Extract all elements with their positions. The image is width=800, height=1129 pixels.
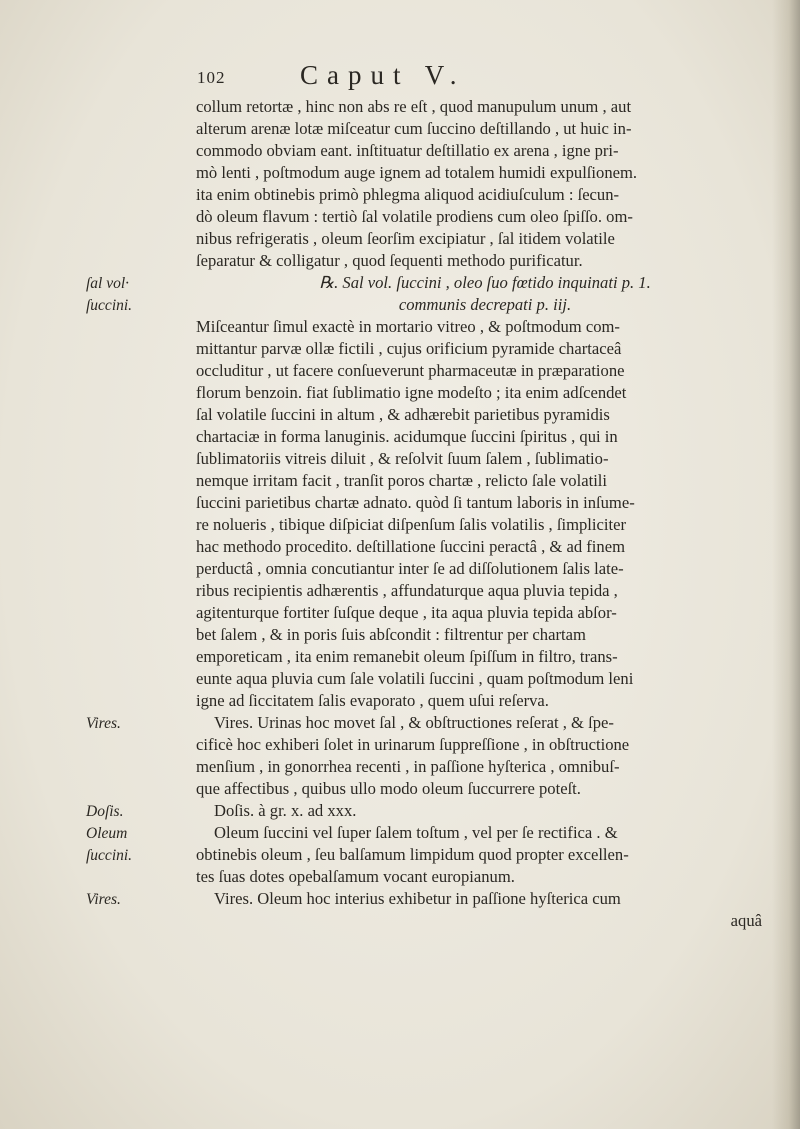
margin-note: ſal vol· (86, 275, 130, 292)
page-header (197, 60, 597, 94)
margin-note: ſuccini. (86, 297, 133, 314)
text-line: Oleum ſuccini vel ſuper ſalem toſtum , vel per ſe rectifica . & (214, 823, 618, 842)
text-line: Doſis. à gr. x. ad xxx. (214, 801, 357, 820)
text-line: ſublimatoriis vitreis diluit , & reſolvit ſuum ſalem , ſublimatio- (196, 449, 609, 468)
recipe-line: communis decrepati p. iij. (398, 295, 572, 314)
text-line: occluditur , ut facere conſueverunt pharmaceutæ in præparatione (196, 361, 625, 380)
text-line: obtinebis oleum , ſeu balſamum limpidum quod propter excellen- (196, 845, 629, 864)
text-line: ſeparatur & colligatur , quod ſequenti methodo purificatur. (196, 251, 583, 270)
body-text (196, 96, 774, 932)
margin-note: Oleum (86, 825, 128, 842)
text-line: menſium , in gonorrhea recenti , in paſſione hyſterica , omnibuſ- (196, 757, 620, 776)
margin-note: Vires. (86, 891, 121, 908)
text-line: tes ſuas dotes opebalſamum vocant europianum. (196, 867, 515, 886)
text-line: ſuccini parietibus chartæ adnato. quòd ſi tantum laboris in inſume- (196, 493, 635, 512)
text-line: dò oleum flavum : tertiò ſal volatile prodiens cum oleo ſpiſſo. om- (196, 207, 633, 226)
text-line: emporeticam , ita enim remanebit oleum ſpiſſum in filtro, trans- (196, 647, 618, 666)
text-line: agitenturque fortiter ſuſque deque , ita aqua pluvia tepida abſor- (196, 603, 617, 622)
text-line: Miſceantur ſimul exactè in mortario vitreo , & poſtmodum com- (196, 317, 620, 336)
text-line: re nolueris , tibique diſpiciat diſpenſum ſalis volatilis , ſimpliciter (196, 515, 626, 534)
text-line: collum retortæ , hinc non abs re eſt , quod manupulum unum , aut (196, 97, 632, 116)
text-line: commodo obviam eant. inſtituatur deſtillatio ex arena , igne pri- (196, 141, 619, 160)
page-number: 102 (197, 68, 226, 87)
text-line: nibus refrigeratis , oleum ſeorſim excipiatur , ſal itidem volatile (196, 229, 615, 248)
text-line: Vires. Oleum hoc interius exhibetur in paſſione hyſterica cum (214, 889, 621, 908)
text-line: hac methodo procedito. deſtillatione ſuccini peractâ , & ad finem (196, 537, 625, 556)
text-line: florum benzoin. fiat ſublimatio igne modeſto ; ita enim adſcendet (196, 383, 627, 402)
text-line: ſal volatile ſuccini in altum , & adhærebit parietibus pyramidis (196, 405, 610, 424)
page-edge-shadow (772, 0, 800, 1129)
text-line: que affectibus , quibus ullo modo oleum ſuccurrere poteſt. (196, 779, 581, 798)
running-head: Caput V. (300, 60, 466, 90)
text-line: chartaciæ in forma lanuginis. acidumque ſuccini ſpiritus , qui in (196, 427, 618, 446)
margin-note: Doſis. (86, 803, 124, 820)
text-line: nemque irritam facit , tranſit poros chartæ , relicto ſale volatili (196, 471, 608, 490)
catchword: aquâ (730, 911, 762, 930)
text-line: perductâ , omnia concutiantur inter ſe ad diſſolutionem ſalis late- (196, 559, 624, 578)
text-line: cificè hoc exhiberi ſolet in urinarum ſuppreſſione , in obſtructione (196, 735, 630, 754)
text-line: ribus recipientis adhærentis , affundaturque aqua pluvia tepida , (196, 581, 618, 600)
text-line: ita enim obtinebis primò phlegma aliquod acidiuſculum : ſecun- (196, 185, 620, 204)
text-line: mittantur parvæ ollæ fictili , cujus orificium pyramide chartaceâ (196, 339, 622, 358)
text-line: eunte aqua pluvia cum ſale volatili ſuccini , quam poſtmodum leni (196, 669, 634, 688)
text-line: alterum arenæ lotæ miſceatur cum ſuccino deſtillando , ut huic in- (196, 119, 632, 138)
text-line: bet ſalem , & in poris ſuis abſcondit : filtrentur per chartam (196, 625, 586, 644)
text-line: mò lenti , poſtmodum auge ignem ad totalem humidi expulſionem. (196, 163, 638, 182)
text-line: igne ad ſiccitatem ſalis evaporato , quem uſui reſerva. (196, 691, 549, 710)
recipe-line: ℞. Sal vol. ſuccini , oleo ſuo fœtido inquinati p. 1. (319, 273, 651, 292)
margin-note: ſuccini. (86, 847, 133, 864)
margin-note: Vires. (86, 715, 121, 732)
text-line: Vires. Urinas hoc movet ſal , & obſtructiones reſerat , & ſpe- (214, 713, 614, 732)
